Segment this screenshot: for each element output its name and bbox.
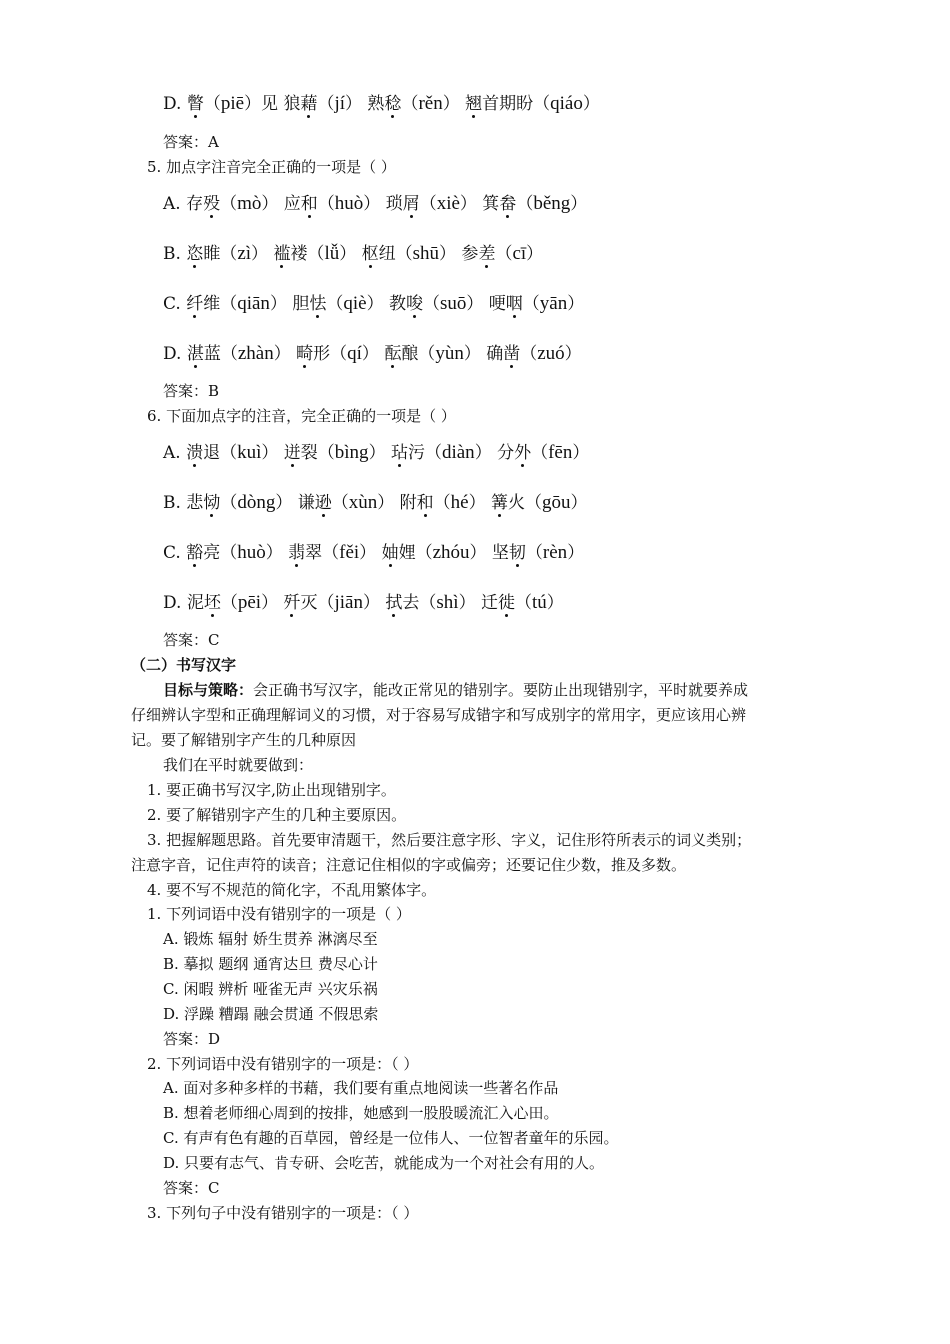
- w2-answer: 答案：C: [163, 1179, 220, 1197]
- w1-option-b: B. 摹拟 题纲 通宵达旦 费尽心计: [163, 955, 378, 973]
- goal-line-3: 记。要了解错别字产生的几种原因: [131, 731, 357, 749]
- q5-option-b: B. 恣睢（zì） 褴褛（lǚ） 枢纽（shū） 参差（cī）: [163, 243, 544, 264]
- q6-option-b: B. 悲恸（dòng） 谦逊（xùn） 附和（hé） 篝火（gōu）: [163, 492, 588, 513]
- w2-option-d: D. 只要有志气、肯专研、会吃苦，就能成为一个对社会有用的人。: [163, 1154, 605, 1172]
- todo-item-3-cont: 注意字音，记住声符的读音；注意记住相似的字或偏旁；还要记住少数，推及多数。: [131, 856, 687, 874]
- q6-answer: 答案：C: [163, 631, 220, 649]
- q5-option-a: A. 存殁（mò） 应和（huò） 琐屑（xiè） 箕畚（běng）: [163, 193, 588, 214]
- q5-stem: 5. 加点字注音完全正确的一项是（ ）: [147, 158, 396, 176]
- section-heading: （二）书写汉字: [131, 656, 237, 674]
- w1-option-d: D. 浮躁 糟蹋 融会贯通 不假思索: [163, 1005, 379, 1023]
- q6-option-d: D. 泥坯（pēi） 歼灭（jiān） 拭去（shì） 迁徙（tú）: [163, 592, 564, 613]
- w2-option-c: C. 有声有色有趣的百草园，曾经是一位伟人、一位智者童年的乐园。: [163, 1129, 619, 1147]
- todo-item-2: 2. 要了解错别字产生的几种主要原因。: [147, 806, 407, 824]
- q4-answer: 答案：A: [163, 133, 219, 151]
- goal-label: 目标与策略：: [163, 681, 254, 699]
- w2-stem: 2. 下列词语中没有错别字的一项是：（ ）: [147, 1055, 419, 1073]
- goal-line-1: 目标与策略：会正确书写汉字，能改正常见的错别字。要防止出现错别字，平时就要养成: [163, 681, 749, 699]
- w1-option-c: C. 闲暇 辨析 哑雀无声 兴灾乐祸: [163, 980, 378, 998]
- w1-answer: 答案：D: [163, 1030, 221, 1048]
- todo-intro: 我们在平时就要做到：: [163, 756, 314, 774]
- goal-line-2: 仔细辨认字型和正确理解词义的习惯，对于容易写成错字和写成别字的常用字，更应该用心辨: [131, 706, 747, 724]
- w2-option-b: B. 想着老师细心周到的按排，她感到一股股暖流汇入心田。: [163, 1104, 559, 1122]
- q5-option-c: C. 纤维（qiān） 胆怯（qiè） 教唆（suō） 哽咽（yān）: [163, 293, 585, 314]
- w2-option-a: A. 面对多种多样的书藉，我们要有重点地阅读一些著名作品: [163, 1079, 559, 1097]
- w1-stem: 1. 下列词语中没有错别字的一项是（ ）: [147, 905, 411, 923]
- todo-item-3: 3. 把握解题思路。首先要审清题干，然后要注意字形、字义，记住形符所表示的词义类别；: [147, 831, 752, 849]
- q6-stem: 6. 下面加点字的注音，完全正确的一项是（ ）: [147, 407, 456, 425]
- q6-option-c: C. 豁亮（huò） 翡翠（fěi） 妯娌（zhóu） 坚韧（rèn）: [163, 542, 585, 563]
- q5-option-d: D. 湛蓝（zhàn） 畸形（qí） 酝酿（yùn） 确凿（zuó）: [163, 343, 582, 364]
- w1-option-a: A. 锻炼 辐射 娇生贯养 淋漓尽至: [163, 930, 378, 948]
- q5-answer: 答案：B: [163, 382, 220, 400]
- w3-stem: 3. 下列句子中没有错别字的一项是：（ ）: [147, 1204, 419, 1222]
- todo-item-1: 1. 要正确书写汉字,防止出现错别字。: [147, 781, 396, 799]
- q6-option-a: A. 溃退（kuì） 迸裂（bìng） 玷污（diàn） 分外（fēn）: [163, 442, 590, 463]
- todo-item-4: 4. 要不写不规范的简化字，不乱用繁体字。: [147, 881, 437, 899]
- q4-option-d: D. 瞥（piē）见 狼藉（jí） 熟稔（rěn） 翘首期盼（qiáo）: [163, 93, 600, 114]
